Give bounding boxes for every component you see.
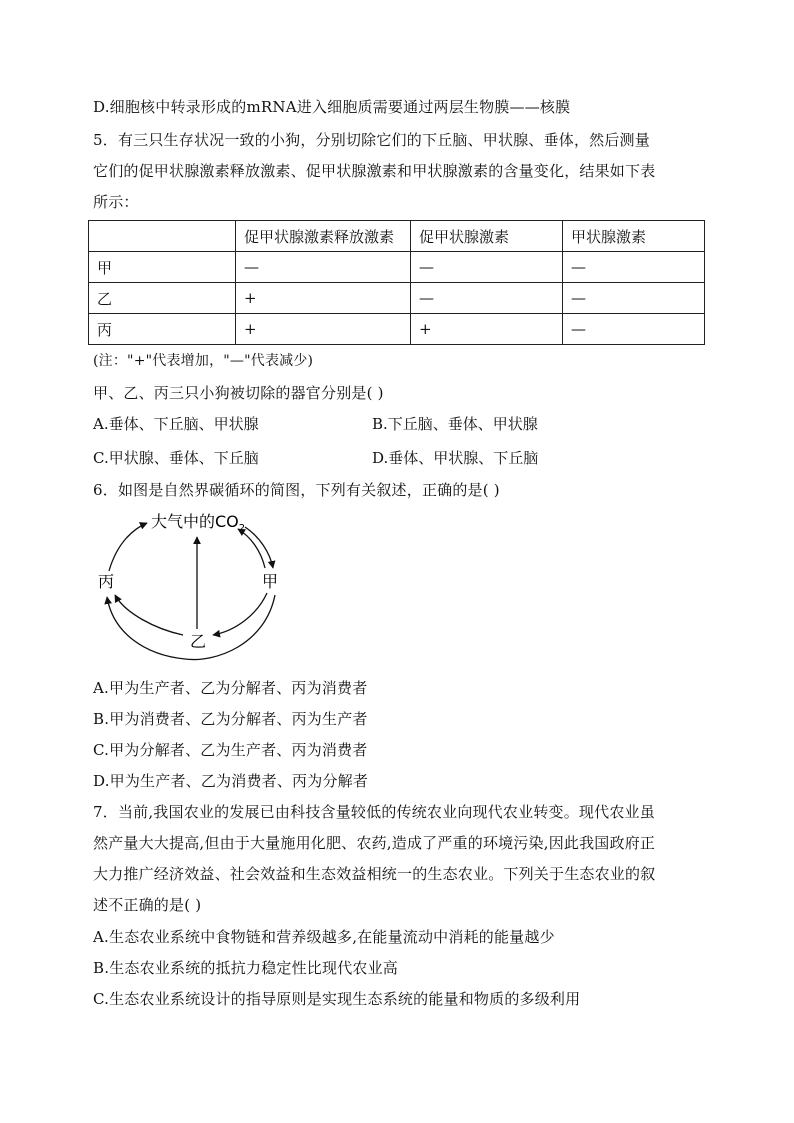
diagram-label-co2: 大气中的$CO_2$	[151, 512, 246, 534]
option-5-b: B.下丘脑、垂体、甲状腺	[372, 415, 538, 433]
question-5-stem-2: 它们的促甲状腺激素释放激素、促甲状腺激素和甲状腺激素的含量变化，结果如下表	[93, 162, 656, 180]
table-note: (注："+"代表增加，"—"代表减少)	[93, 353, 314, 369]
table-header-cell: 促甲状腺激素	[411, 221, 563, 252]
table-cell: —	[563, 314, 705, 345]
option-5-d: D.垂体、甲状腺、下丘脑	[372, 449, 539, 467]
arrow-yi-to-bing	[115, 595, 183, 635]
table-header-cell	[89, 221, 236, 252]
table-header-row	[89, 221, 705, 252]
table-cell: 乙	[89, 283, 236, 314]
question-6-stem: 6．如图是自然界碳循环的简图，下列有关叙述，正确的是( )	[93, 481, 500, 499]
hormone-table	[88, 220, 705, 345]
table-header-cell: 促甲状腺激素释放激素	[236, 221, 411, 252]
option-6-c: C.甲为分解者、乙为生产者、丙为消费者	[93, 741, 368, 759]
table-cell: +	[411, 314, 563, 345]
table-cell: +	[236, 283, 411, 314]
option-5-a: A.垂体、下丘脑、甲状腺	[93, 415, 259, 433]
question-7-stem-3: 大力推广经济效益、社会效益和生态效益相统一的生态农业。下列关于生态农业的叙	[93, 865, 656, 883]
question-5-stem-3: 所示：	[93, 193, 139, 211]
table-cell: —	[411, 283, 563, 314]
option-7-b: B.生态农业系统的抵抗力稳定性比现代农业高	[93, 959, 398, 977]
diagram-label-bing: 丙	[98, 572, 115, 591]
option-6-d: D.甲为生产者、乙为消费者、丙为分解者	[93, 772, 369, 790]
option-6-a: A.甲为生产者、乙为分解者、丙为消费者	[93, 679, 368, 697]
table-cell: +	[236, 314, 411, 345]
option-5-c: C.甲状腺、垂体、下丘脑	[93, 449, 259, 467]
table-row	[89, 252, 705, 283]
question-7-stem-2: 然产量大大提高,但由于大量施用化肥、农药,造成了严重的环境污染,因此我国政府正	[93, 834, 656, 852]
arrow-jia-to-co2	[238, 529, 265, 568]
option-7-c: C.生态农业系统设计的指导原则是实现生态系统的能量和物质的多级利用	[93, 990, 581, 1008]
carbon-cycle-diagram	[95, 505, 295, 665]
table-row	[89, 314, 705, 345]
question-7-stem-4: 述不正确的是( )	[93, 896, 202, 914]
question-5-prompt: 甲、乙、丙三只小狗被切除的器官分别是( )	[93, 384, 384, 402]
diagram-label-jia: 甲	[262, 572, 279, 591]
option-6-b: B.甲为消费者、乙为分解者、丙为生产者	[93, 710, 368, 728]
table-row	[89, 283, 705, 314]
arrow-bing-to-co2	[109, 523, 147, 571]
table-cell: 丙	[89, 314, 236, 345]
table-cell: —	[563, 283, 705, 314]
diagram-label-yi: 乙	[190, 632, 207, 651]
question-5-stem-1: 5．有三只生存状况一致的小狗，分别切除它们的下丘脑、甲状腺、垂体，然后测量	[93, 131, 650, 149]
option-7-a: A.生态农业系统中食物链和营养级越多,在能量流动中消耗的能量越少	[93, 928, 555, 946]
table-header-cell: 甲状腺激素	[563, 221, 705, 252]
arrow-co2-to-jia	[245, 527, 273, 568]
option-d-previous: D.细胞核中转录形成的mRNA进入细胞质需要通过两层生物膜——核膜	[93, 98, 571, 116]
table-cell: —	[236, 252, 411, 283]
question-7-stem-1: 7．当前,我国农业的发展已由科技含量较低的传统农业向现代农业转变。现代农业虽	[93, 803, 655, 821]
table-cell: 甲	[89, 252, 236, 283]
table-cell: —	[411, 252, 563, 283]
table-cell: —	[563, 252, 705, 283]
